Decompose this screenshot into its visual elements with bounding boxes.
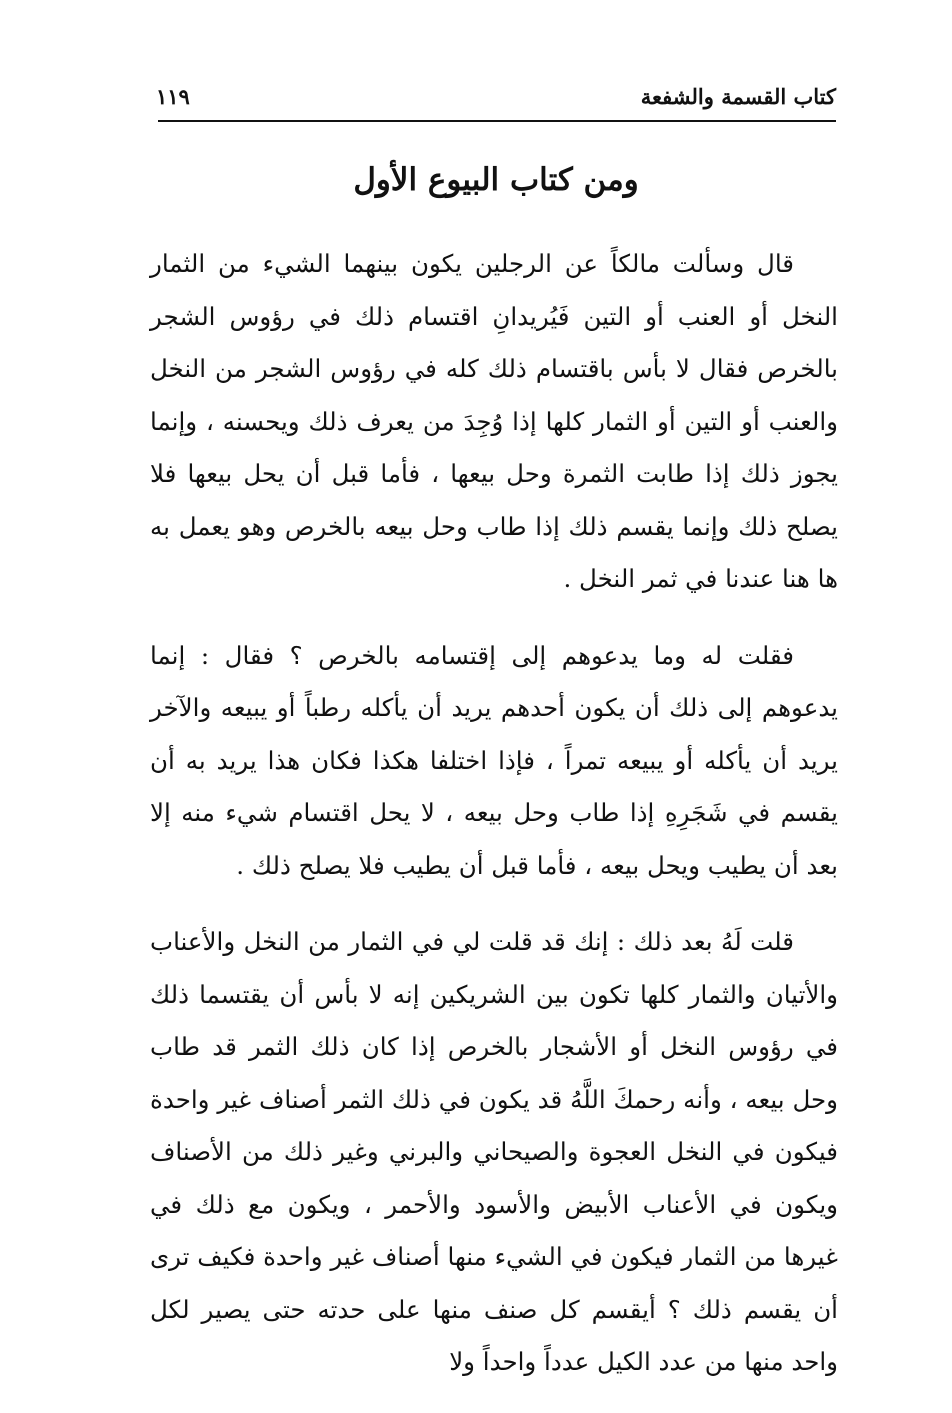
paragraph-3: قلت لَهُ بعد ذلك : إنك قد قلت لي في الثمار من النخل والأعناب والأتيان والثمار كلها تكون بين الشريكين إنه لا بأس أن يقتسما ذلك في رؤوس النخل أو الأشجار بالخرص إذا كان ذلك الثمر قد طاب وحل بيعه ، وأنه رحمكَ اللَّهُ قد يكون في ذلك الثمر أصناف غير واحدة فيكون في النخل العجوة والصيحاني والبرني وغير ذلك من الأصناف ويكون في الأعناب الأبيض والأسود والأحمر ، ويكون مع ذلك في غيرها من الثمار فيكون في الشيء منها أصناف غير واحدة فكيف ترى أن يقسم ذلك ؟ أيقسم كل صنف منها على حدته حتى يصير لكل واحد منها من عدد الكيل عدداً واحداً ولا	[149, 927, 838, 1376]
body-text	[150, 238, 838, 1413]
book-title: كتاب القسمة والشفعة	[640, 84, 836, 109]
header-divider	[158, 120, 836, 122]
paragraph-2: فقلت له وما يدعوهم إلى إقتسامه بالخرص ؟ فقال : إنما يدعوهم إلى ذلك أن يكون أحدهم يريد أن يأكله رطباً أو يبيعه والآخر يريد أن يأكله أو يبيعه تمراً ، فإذا اختلفا هكذا فكان هذا يريد به أن يقسم في شَجَرِهِ إذا طاب وحل بيعه ، لا يحل اقتسام شيء منه إلا بعد أن يطيب ويحل بيعه ، فأما قبل أن يطيب فلا يصلح ذلك .	[150, 640, 838, 880]
page-number: ١١٩	[156, 84, 190, 109]
paragraph-1: قال وسألت مالكاً عن الرجلين يكون بينهما الشيء من الثمار النخل أو العنب أو التين فَيُريدانِ اقتسام ذلك في رؤوس الشجر بالخرص فقال لا بأس باقتسام ذلك كله في رؤوس الشجر من النخل والعنب أو التين أو الثمار كلها إذا وُجِدَ من يعرف ذلك ويحسنه ، وإنما يجوز ذلك إذا طابت الثمرة وحل بيعها ، فأما قبل أن يحل بيعها فلا يصلح ذلك وإنما يقسم ذلك إذا طاب وحل بيعه بالخرص وهو يعمل به ها هنا عندنا في ثمر النخل .	[150, 249, 838, 593]
chapter-title: ومن كتاب البيوع الأول	[353, 162, 639, 198]
running-header	[156, 80, 836, 116]
